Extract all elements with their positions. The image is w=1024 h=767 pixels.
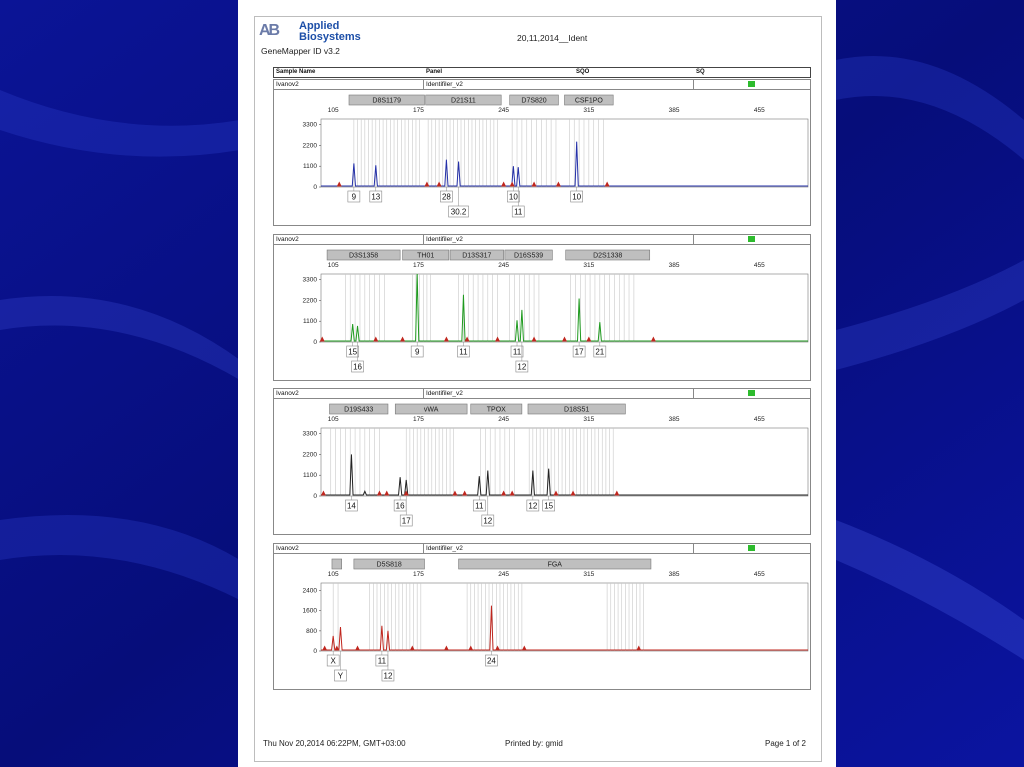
x-tick-label: 315 (583, 416, 595, 423)
x-tick-label: 175 (412, 262, 424, 269)
print-date: Thu Nov 20,2014 06:22PM, GMT+03:00 (263, 739, 406, 748)
y-tick-label: 3300 (302, 276, 317, 284)
page-number: Page 1 of 2 (765, 739, 806, 748)
allele-call-label: 17 (401, 516, 411, 526)
report-frame (254, 16, 822, 762)
locus-label: FGA (547, 561, 562, 569)
electropherogram-chart (274, 389, 810, 534)
locus-label: TPOX (486, 406, 506, 414)
sample-table-header (273, 67, 811, 78)
allele-call-label: 9 (351, 192, 357, 202)
allele-call-label: 10 (508, 192, 518, 202)
allele-call-label: 12 (528, 501, 538, 511)
x-tick-label: 175 (412, 107, 424, 114)
report-title: 20,11,2014__Ident (517, 33, 588, 43)
report-page (238, 0, 836, 767)
x-tick-label: 105 (327, 571, 339, 578)
sample-name: Ivanov2 (276, 81, 299, 88)
allele-call-label: 12 (383, 671, 393, 681)
electropherogram-chart (274, 544, 810, 689)
locus-label: D21S11 (451, 97, 476, 105)
locus-label: D19S433 (344, 406, 374, 414)
y-tick-label: 0 (313, 648, 317, 655)
locus-label: D13S317 (462, 252, 492, 260)
col-sample-name: Sample Name (276, 69, 316, 75)
printed-by: Printed by: gmid (505, 739, 563, 748)
software-version: GeneMapper ID v3.2 (261, 46, 340, 56)
y-tick-label: 2200 (302, 451, 317, 459)
locus-label: D16S539 (513, 252, 544, 260)
y-tick-label: 1600 (302, 607, 317, 615)
x-tick-label: 385 (668, 571, 680, 578)
electropherogram-panel (273, 388, 811, 535)
allele-call-label: 16 (395, 501, 405, 511)
allele-call-label: 16 (353, 362, 362, 372)
locus-label: D2S1338 (593, 252, 623, 260)
locus-bar (332, 559, 342, 569)
allele-call-label: 9 (414, 347, 420, 357)
allele-call-label: 12 (517, 362, 527, 372)
allele-call-label: 17 (574, 347, 584, 357)
allele-call-label: 11 (512, 347, 522, 357)
sample-name: Ivanov2 (276, 236, 299, 243)
locus-label: D7S820 (521, 97, 547, 105)
panel-name: Identifiler_v2 (426, 236, 463, 243)
x-tick-label: 455 (753, 107, 765, 114)
y-tick-label: 3300 (302, 121, 317, 129)
x-tick-label: 385 (668, 262, 680, 269)
x-tick-label: 455 (753, 262, 765, 269)
plot-area (321, 583, 808, 651)
allele-call-label: 21 (595, 347, 605, 357)
x-tick-label: 245 (498, 107, 510, 114)
allele-call-label: 11 (377, 656, 387, 666)
y-tick-label: 0 (313, 339, 317, 346)
allele-call-label: Y (337, 671, 344, 681)
x-tick-label: 105 (327, 107, 339, 114)
y-tick-label: 2400 (302, 587, 317, 595)
y-tick-label: 3300 (302, 430, 317, 438)
locus-label: D18S51 (564, 406, 590, 414)
electropherogram-chart (274, 80, 810, 225)
y-tick-label: 2200 (302, 142, 317, 150)
y-tick-label: 2200 (302, 297, 317, 305)
allele-call-label: 10 (572, 192, 582, 202)
x-tick-label: 315 (583, 571, 595, 578)
brand-line1: Applied (299, 20, 340, 32)
locus-label: vWA (423, 406, 439, 414)
x-tick-label: 105 (327, 416, 339, 423)
y-tick-label: 1100 (303, 163, 317, 171)
allele-call-label: 11 (475, 501, 484, 511)
panel-name: Identifiler_v2 (426, 81, 463, 88)
allele-call-label: 28 (441, 192, 451, 202)
allele-call-label: 11 (459, 347, 468, 357)
locus-label: TH01 (417, 252, 435, 260)
y-tick-label: 1100 (303, 318, 317, 326)
panel-name: Identifiler_v2 (426, 545, 463, 552)
x-tick-label: 175 (412, 416, 424, 423)
y-tick-label: 1100 (303, 472, 317, 480)
plot-area (321, 428, 808, 496)
allele-call-label: 24 (486, 656, 496, 666)
col-sqo: SQO (576, 69, 590, 75)
allele-call-label: 14 (346, 501, 356, 511)
x-tick-label: 245 (498, 262, 510, 269)
x-tick-label: 175 (412, 571, 424, 578)
locus-label: CSF1PO (574, 97, 603, 105)
logo-text (299, 21, 361, 43)
plot-area (321, 274, 808, 342)
x-tick-label: 385 (668, 416, 680, 423)
allele-call-label: 12 (483, 516, 493, 526)
allele-call-label: X (330, 656, 336, 666)
col-sq: SQ (696, 69, 705, 75)
x-tick-label: 245 (498, 416, 510, 423)
x-tick-label: 455 (753, 571, 765, 578)
col-panel: Panel (426, 69, 443, 75)
y-tick-label: 800 (306, 627, 317, 635)
electropherogram-panel (273, 234, 811, 381)
y-tick-label: 0 (313, 184, 317, 191)
sample-name: Ivanov2 (276, 390, 299, 397)
brand-line2: Biosystems (299, 31, 361, 43)
sample-name: Ivanov2 (276, 545, 299, 552)
electropherogram-panel (273, 543, 811, 690)
allele-call-label: 30.2 (450, 207, 467, 217)
x-tick-label: 315 (583, 262, 595, 269)
ab-logo-mark: AB (259, 22, 279, 39)
allele-call-label: 13 (371, 192, 381, 202)
locus-label: D3S1358 (349, 252, 379, 260)
locus-label: D8S1179 (372, 97, 402, 105)
electropherogram-chart (274, 235, 810, 380)
y-tick-label: 0 (313, 493, 317, 500)
locus-label: D5S818 (376, 561, 402, 569)
x-tick-label: 315 (583, 107, 595, 114)
allele-call-label: 15 (544, 501, 554, 511)
x-tick-label: 105 (327, 262, 339, 269)
allele-call-label: 15 (348, 347, 358, 357)
x-tick-label: 385 (668, 107, 680, 114)
x-tick-label: 245 (498, 571, 510, 578)
panel-name: Identifiler_v2 (426, 390, 463, 397)
x-tick-label: 455 (753, 416, 765, 423)
allele-call-label: 11 (514, 207, 523, 217)
electropherogram-panel (273, 79, 811, 226)
